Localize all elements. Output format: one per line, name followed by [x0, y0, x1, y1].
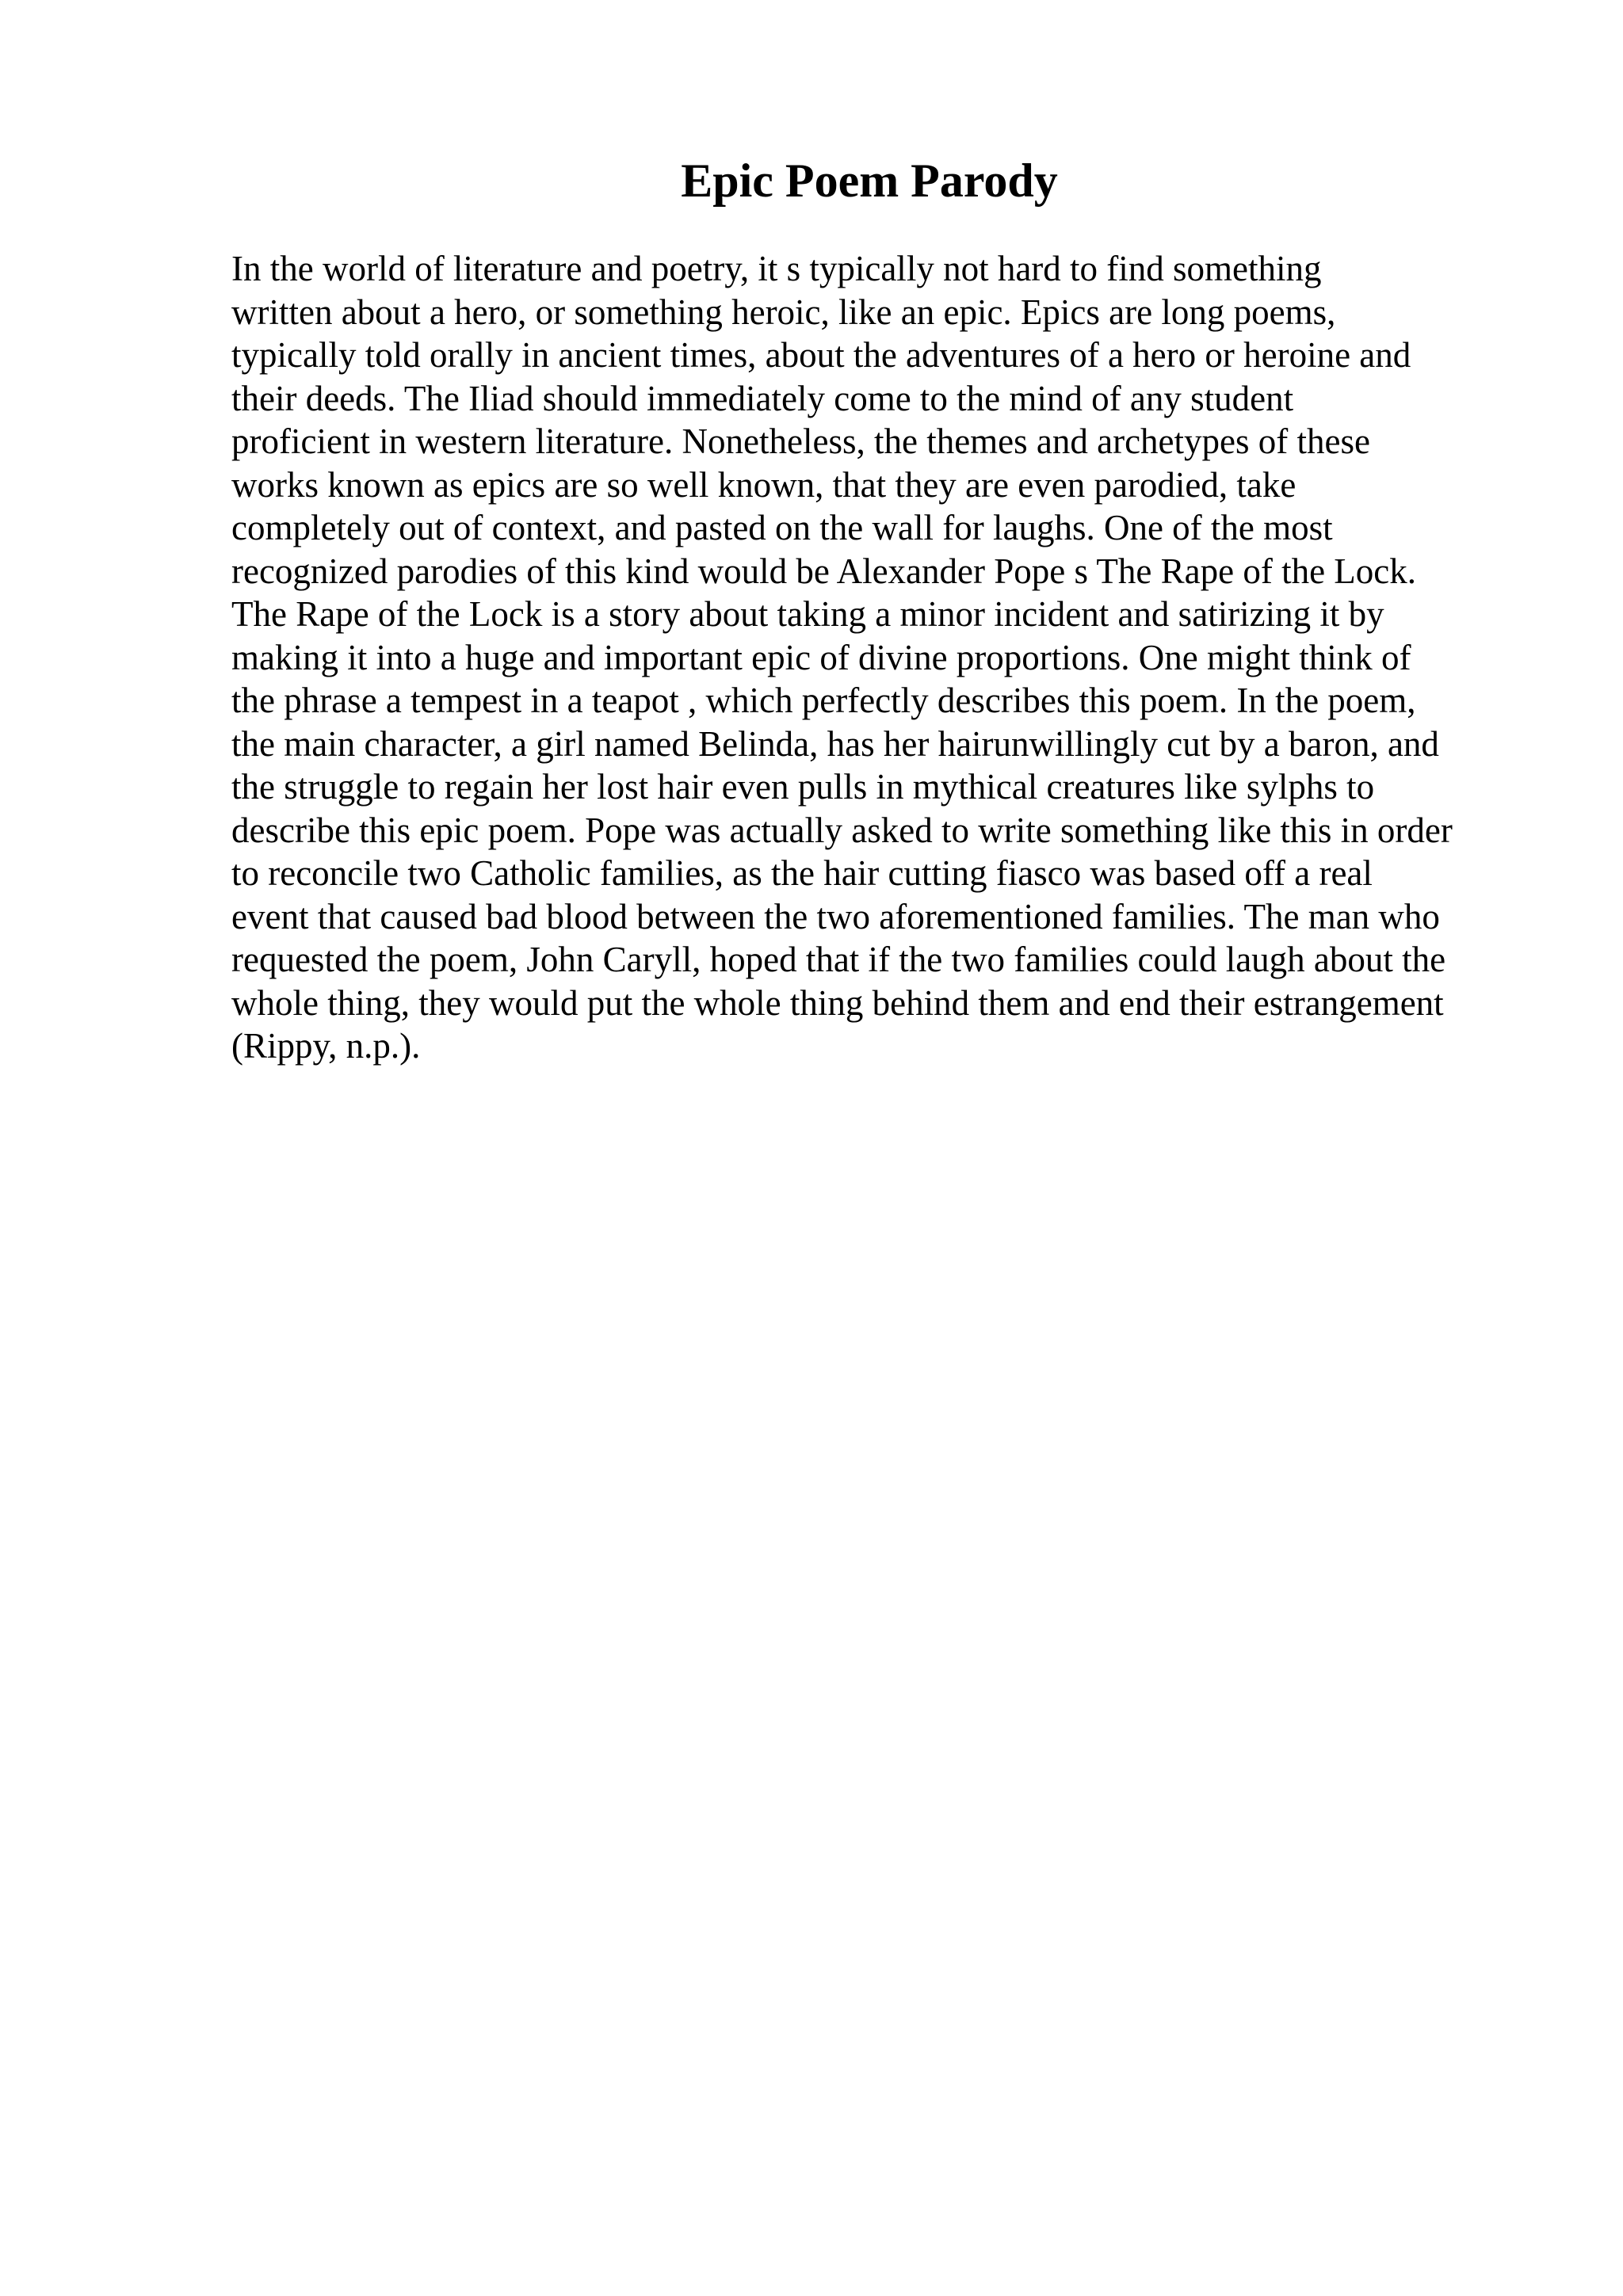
paragraph-line: In the world of literature and poetry, it s typically not hard to find something [231, 249, 1322, 288]
paragraph-line: the phrase a tempest in a teapot , which perfectly describes this poem. In the poem, [231, 681, 1416, 720]
paragraph-line: requested the poem, John Caryll, hoped that if the two families could laugh about the [231, 940, 1446, 979]
body-paragraph [231, 247, 1515, 1068]
paragraph-line: whole thing, they would put the whole thing behind them and end their estrangement [231, 982, 1444, 1023]
paragraph-line: completely out of context, and pasted on the wall for laughs. One of the most [231, 508, 1333, 547]
paragraph-line: (Rippy, n.p.). [231, 1026, 421, 1066]
paragraph-line: event that caused bad blood between the two aforementioned families. The man who [231, 896, 1440, 936]
paragraph-line: describe this epic poem. Pope was actually asked to write something like this in order [231, 810, 1453, 850]
paragraph-line: the main character, a girl named Belinda, has her hairunwillingly cut by a baron, and [231, 723, 1439, 764]
paragraph-line: works known as epics are so well known, that they are even parodied, take [231, 464, 1296, 505]
paragraph-line: to reconcile two Catholic families, as the hair cutting fiasco was based off a real [231, 853, 1373, 893]
paragraph-line: proficient in western literature. Nonetheless, the themes and archetypes of these [231, 421, 1370, 461]
paragraph-line: written about a hero, or something heroic, like an epic. Epics are long poems, [231, 292, 1336, 332]
paragraph-line: making it into a huge and important epic of divine proportions. One might think of [231, 637, 1411, 677]
document-title: Epic Poem Parody [681, 154, 1058, 207]
paragraph-line: recognized parodies of this kind would be Alexander Pope s The Rape of the Lock. [231, 551, 1417, 591]
paragraph-line: typically told orally in ancient times, about the adventures of a hero or heroine and [231, 335, 1411, 375]
paragraph-line: their deeds. The Iliad should immediately come to the mind of any student [231, 378, 1294, 418]
paragraph-line: the struggle to regain her lost hair even pulls in mythical creatures like sylphs to [231, 767, 1375, 807]
paragraph-line: The Rape of the Lock is a story about taking a minor incident and satirizing it by [231, 594, 1384, 634]
